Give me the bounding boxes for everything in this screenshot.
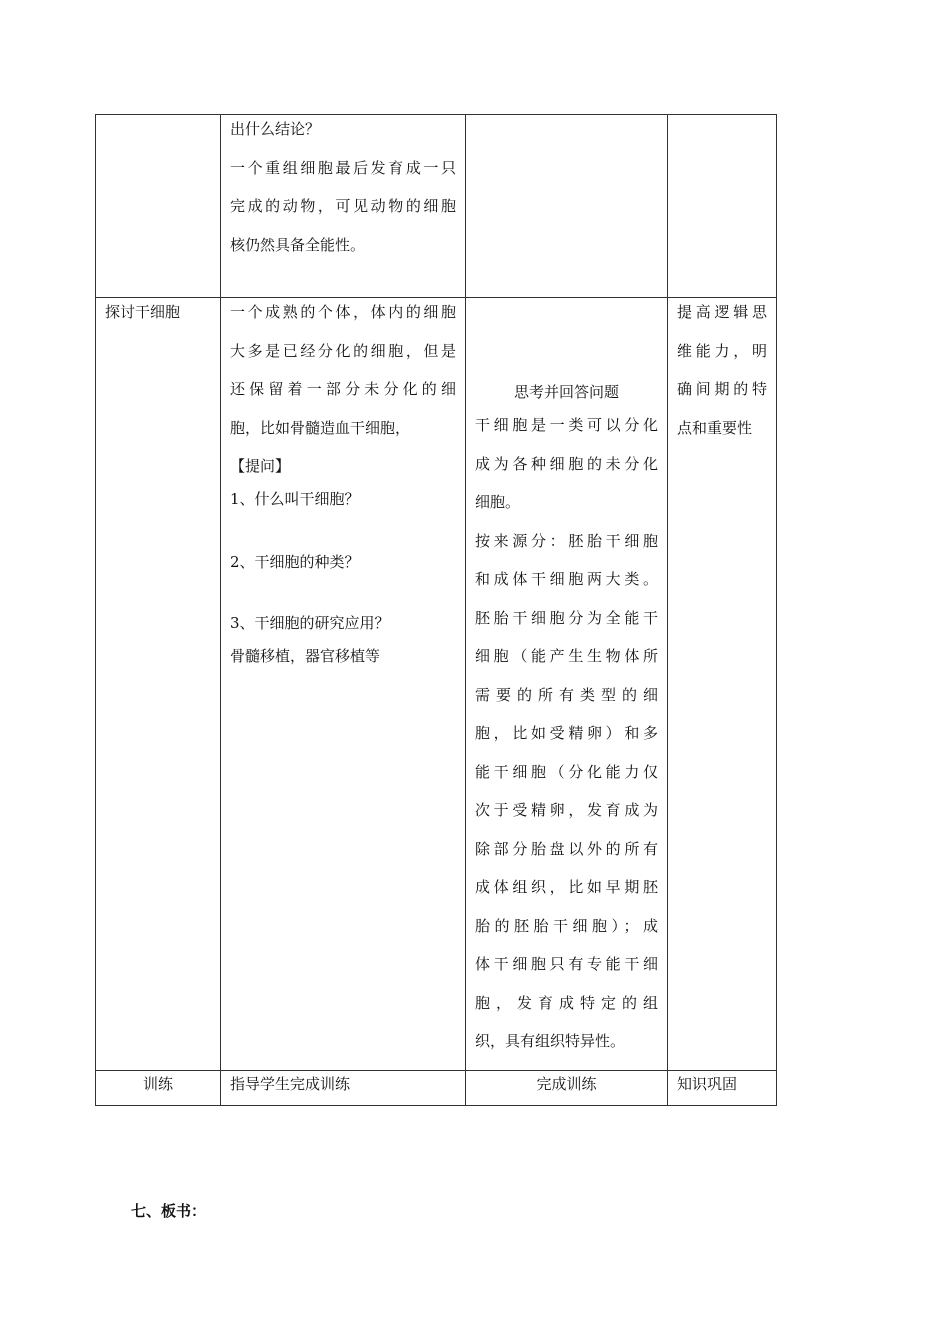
- text-line: 完成的动物，可见动物的细胞: [230, 197, 456, 215]
- text-line: 成为各种细胞的未分化: [475, 454, 658, 473]
- question-2: 2、干细胞的种类？: [230, 553, 360, 571]
- text-line: 次于受精卵，发育成为: [475, 801, 658, 819]
- text-line: 胎的胚胎干细胞）；成: [475, 916, 658, 935]
- text-line: 细胞。: [475, 493, 521, 511]
- text-line: 和成体干细胞两大类。: [475, 570, 658, 588]
- stage-cell: [96, 1070, 221, 1105]
- text-line: 胚胎干细胞分为全能干: [475, 608, 658, 627]
- design-intent-cell: [668, 1070, 777, 1105]
- text-line: 胞，比如骨髓造血干细胞，: [230, 418, 411, 437]
- text-line: 点和重要性: [677, 418, 753, 437]
- teacher-activity-cell: [221, 298, 466, 1071]
- stage-cell: [96, 298, 221, 1071]
- lesson-plan-table: [95, 114, 777, 1106]
- spacer: [230, 522, 456, 552]
- design-intent-cell: [668, 298, 777, 1071]
- section-heading: 七、板书：: [131, 1202, 207, 1220]
- text-line: 核仍然具备全能性。: [230, 235, 366, 254]
- text-line: 一个重组细胞最后发育成一只: [230, 158, 456, 177]
- teacher-activity-text: 指导学生完成训练: [230, 1074, 351, 1093]
- design-intent-text: 知识巩固: [677, 1074, 738, 1093]
- text-line: 维能力，明: [677, 341, 767, 360]
- text-line: 能干细胞（分化能力仅: [475, 762, 658, 781]
- text-line: 确间期的特: [677, 380, 767, 398]
- teacher-activity-cell: [221, 1070, 466, 1105]
- stage-cell: [96, 115, 221, 298]
- text-line: 一个成熟的个体，体内的细胞: [230, 303, 456, 321]
- text-line: 按来源分：胚胎干细胞: [475, 531, 658, 550]
- text-line: 胞，比如受精卵）和多: [475, 724, 658, 742]
- table-row: [96, 1070, 777, 1105]
- design-intent-cell: [668, 115, 777, 298]
- question-3: 3、干细胞的研究应用？: [230, 613, 390, 632]
- stage-label: 探讨干细胞: [105, 303, 181, 321]
- text-line: 干细胞是一类可以分化: [475, 416, 658, 434]
- stage-label: 训练: [142, 1074, 173, 1093]
- text-line: 出什么结论？: [230, 120, 321, 138]
- table-row: [96, 115, 777, 298]
- student-activity-cell: [466, 115, 668, 298]
- teacher-activity-cell: [221, 115, 466, 298]
- text-line: 提高逻辑思: [677, 303, 767, 321]
- student-activity-text: 完成训练: [536, 1074, 597, 1093]
- text-line: 还保留着一部分未分化的细: [230, 380, 456, 398]
- text-line: 体干细胞只有专能干细: [475, 955, 658, 973]
- student-activity-cell: [466, 1070, 668, 1105]
- text-line: 成体组织，比如早期胚: [475, 878, 658, 896]
- student-activity-cell: [466, 298, 668, 1071]
- text-line: 大多是已经分化的细胞，但是: [230, 341, 456, 360]
- text-line: 胞，发育成特定的组: [475, 993, 658, 1012]
- text-line: 需要的所有类型的细: [475, 685, 658, 704]
- text-line: 细胞（能产生生物体所: [475, 647, 658, 665]
- spacer: [230, 591, 456, 613]
- question-3-answer: 骨髓移植，器官移植等: [230, 646, 381, 665]
- question-1: 1、什么叫干细胞？: [230, 490, 360, 508]
- table-row: [96, 298, 777, 1071]
- text-line: 除部分胎盘以外的所有: [475, 839, 658, 858]
- prompt-label: 【提问】: [230, 457, 291, 475]
- student-title: 思考并回答问题: [513, 383, 619, 401]
- text-line: 织，具有组织特异性。: [475, 1032, 626, 1050]
